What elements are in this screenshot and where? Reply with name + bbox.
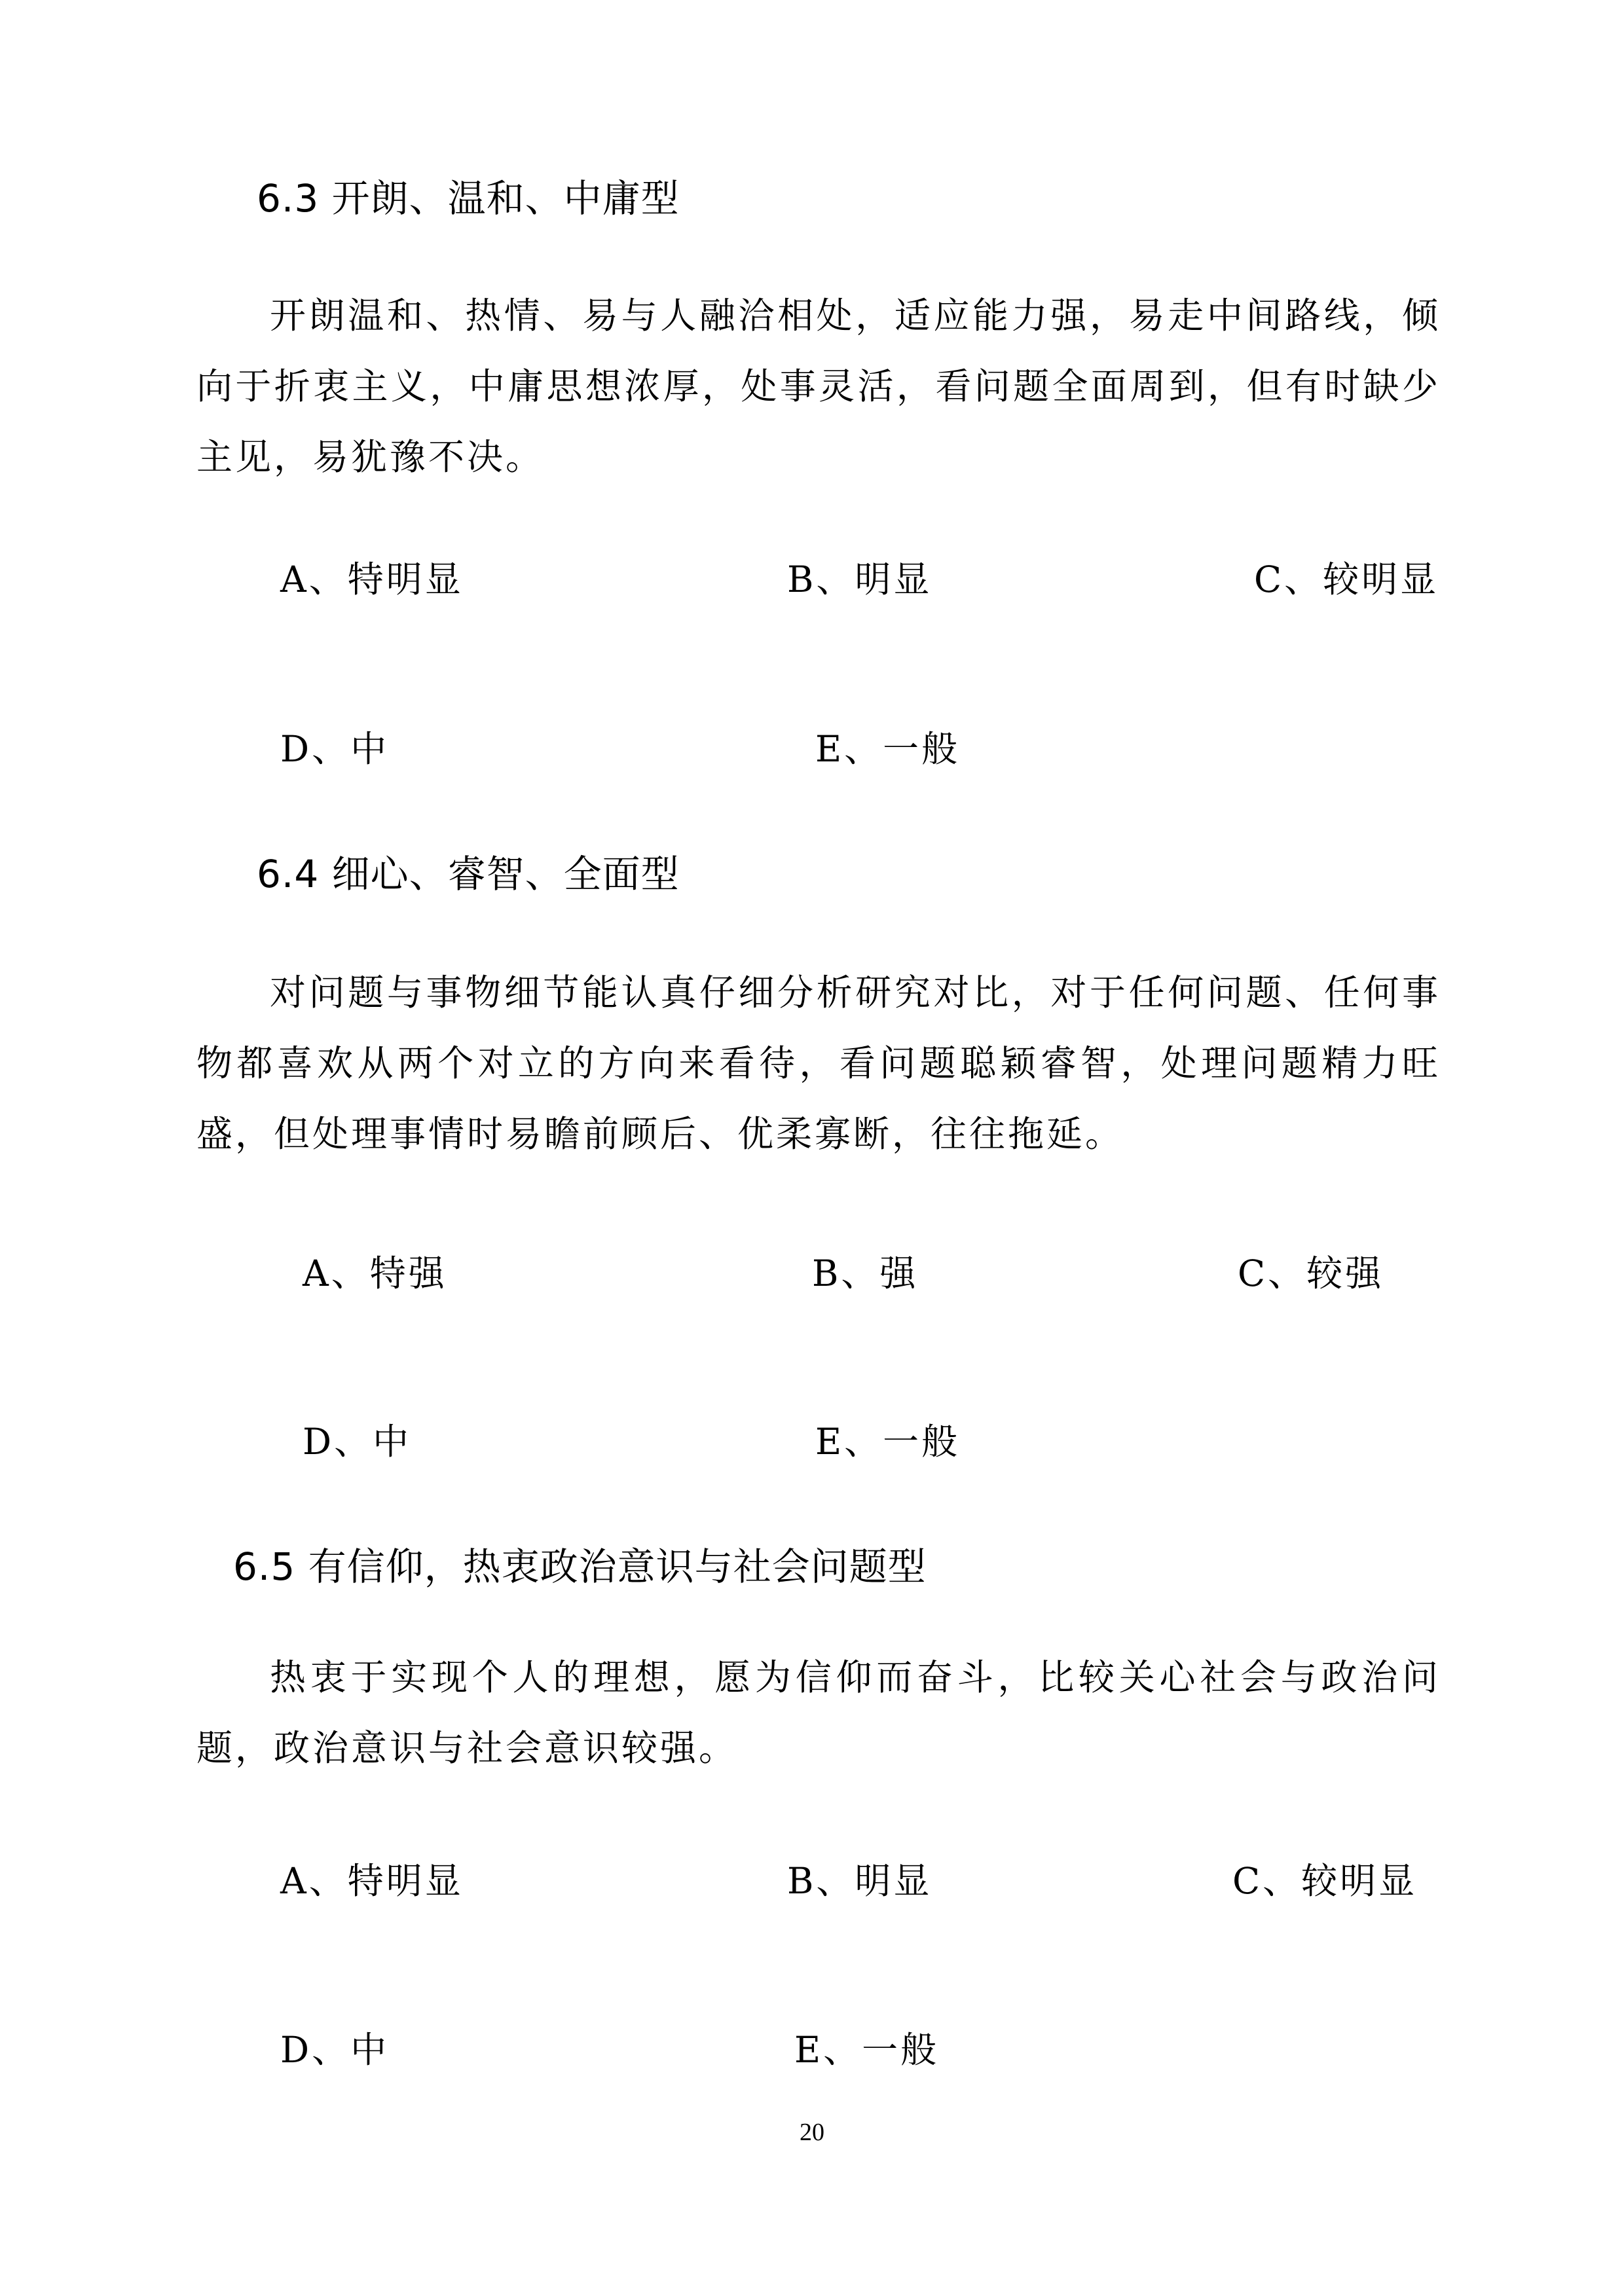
option-e: E、一般 — [815, 728, 961, 770]
option-c: C、较强 — [1238, 1252, 1384, 1294]
option-c: C、较明显 — [1254, 558, 1439, 600]
option-e: E、一般 — [794, 2029, 940, 2071]
section-heading-6-3: 6.3 开朗、温和、中庸型 — [257, 176, 680, 221]
option-b: B、强 — [812, 1252, 919, 1294]
section-body-6-3: 开朗温和、热情、易与人融洽相处，适应能力强，易走中间路线，倾向于折衷主义，中庸思想浓厚，处事灵活，看问题全面周到，但有时缺少主见，易犹豫不决。 — [196, 295, 1441, 478]
option-c: C、较明显 — [1232, 1860, 1418, 1902]
option-a: A、特明显 — [280, 1860, 464, 1902]
option-d: D、中 — [303, 1421, 412, 1463]
section-heading-6-4: 6.4 细心、睿智、全面型 — [257, 852, 680, 896]
page-number: 20 — [800, 2119, 824, 2146]
section-body-6-5: 热衷于实现个人的理想，愿为信仰而奋斗，比较关心社会与政治问题，政治意识与社会意识较强。 — [196, 1656, 1441, 1769]
option-e: E、一般 — [815, 1421, 961, 1463]
option-b: B、明显 — [787, 1860, 932, 1902]
option-d: D、中 — [280, 728, 390, 770]
section-body-6-4: 对问题与事物细节能认真仔细分析研究对比，对于任何问题、任何事物都喜欢从两个对立的方向来看待，看问题聪颖睿智，处理问题精力旺盛，但处理事情时易瞻前顾后、优柔寡断，往往拖延。 — [196, 972, 1441, 1155]
option-b: B、明显 — [787, 558, 932, 600]
option-a: A、特强 — [303, 1252, 447, 1294]
section-heading-6-5: 6.5 有信仰，热衷政治意识与社会问题型 — [233, 1544, 927, 1589]
option-d: D、中 — [280, 2029, 390, 2071]
option-a: A、特明显 — [280, 558, 464, 600]
